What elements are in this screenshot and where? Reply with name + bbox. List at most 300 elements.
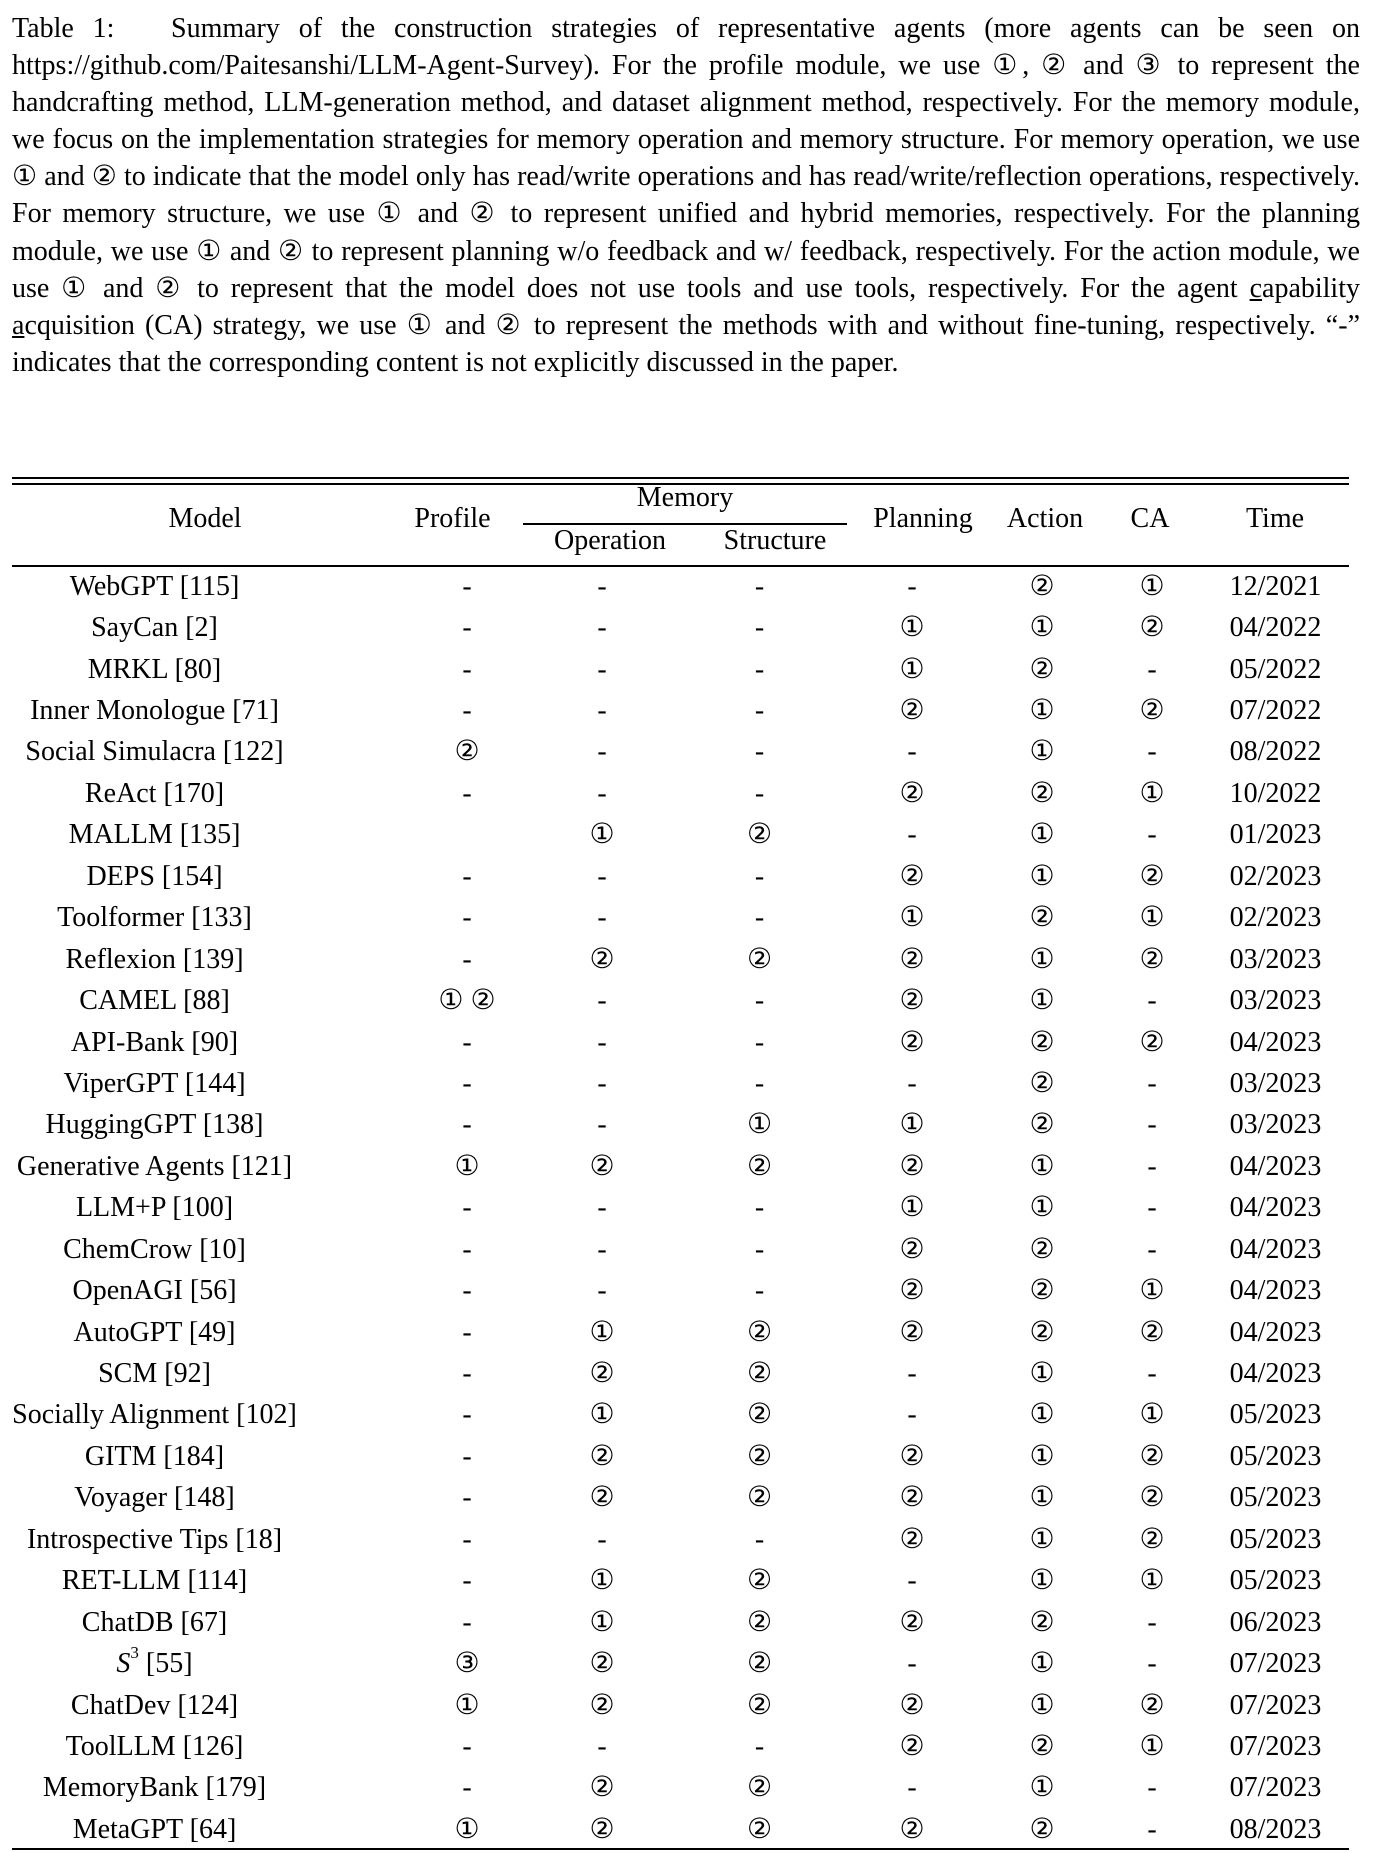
cell-ca: -	[1147, 1772, 1157, 1804]
cell-planning: ②	[899, 1026, 925, 1058]
cell-time: 12/2021	[1229, 570, 1322, 602]
cell-ca: ②	[1139, 695, 1165, 727]
cell-model: Social Simulacra [122]	[25, 736, 284, 768]
cell-action: ①	[1029, 1192, 1055, 1224]
cell-structure: -	[754, 1233, 765, 1265]
cell-ca: ①	[1139, 1275, 1165, 1307]
cell-ca: ②	[1139, 1482, 1165, 1514]
cell-profile: -	[462, 1026, 472, 1058]
cell-action: ②	[1029, 1109, 1055, 1141]
table-row	[12, 1146, 1349, 1187]
cell-ca: ②	[1139, 612, 1165, 644]
cell-ca: -	[1147, 1109, 1157, 1141]
cell-structure: -	[754, 653, 765, 685]
cell-ca: ②	[1139, 1026, 1165, 1058]
cell-action: ①	[1029, 1482, 1055, 1514]
model-name-ref: [55]	[138, 1648, 193, 1680]
cell-ca: -	[1147, 653, 1157, 685]
cell-structure: ②	[746, 943, 773, 975]
cell-operation: ②	[589, 1689, 615, 1721]
table-row	[12, 649, 1349, 690]
table-row	[12, 1436, 1349, 1477]
cell-model: ViperGPT [144]	[63, 1067, 246, 1099]
cell-time: 07/2023	[1229, 1689, 1322, 1721]
cell-time: 03/2023	[1229, 985, 1322, 1017]
cell-time: 04/2022	[1229, 612, 1322, 644]
cell-action: ①	[1029, 860, 1055, 892]
cell-profile: ① ②	[438, 985, 496, 1017]
table-row	[12, 939, 1349, 980]
cell-operation: -	[597, 1192, 607, 1224]
cell-ca: -	[1147, 1358, 1157, 1390]
cell-profile: -	[462, 1109, 472, 1141]
cell-time: 05/2023	[1229, 1565, 1322, 1597]
cell-planning: ②	[899, 1275, 925, 1307]
cell-planning: ②	[899, 1606, 925, 1638]
table-row	[12, 732, 1349, 773]
cell-profile	[407, 815, 527, 856]
cell-time: 08/2022	[1229, 736, 1322, 768]
table-caption	[12, 10, 1368, 381]
cell-profile: ①	[454, 1813, 480, 1845]
cell-model: SayCan [2]	[91, 612, 218, 644]
cell-ca: -	[1147, 819, 1157, 851]
header-memory: Memory	[636, 482, 734, 513]
cell-action: ②	[1029, 1316, 1055, 1348]
cell-time: 07/2022	[1229, 695, 1322, 727]
cell-structure: -	[754, 902, 765, 934]
cell-structure: -	[754, 1067, 765, 1099]
cell-time: 07/2023	[1229, 1730, 1322, 1762]
cell-structure: -	[754, 1730, 765, 1762]
cell-action: ①	[1029, 1399, 1055, 1431]
table-row	[12, 856, 1349, 897]
header-model: Model	[168, 503, 242, 534]
cell-action: ②	[1029, 1067, 1055, 1099]
table-row	[12, 1519, 1349, 1560]
cell-model: DEPS [154]	[86, 860, 223, 892]
cell-action: ①	[1029, 1772, 1055, 1804]
cell-action: ①	[1029, 1565, 1055, 1597]
cell-model: ChemCrow [10]	[63, 1233, 246, 1265]
cell-time: 05/2023	[1229, 1399, 1322, 1431]
cell-operation: -	[597, 1233, 607, 1265]
cell-planning: -	[907, 1399, 917, 1431]
cell-profile: -	[462, 1192, 472, 1224]
cell-planning: -	[907, 570, 917, 602]
cell-ca: -	[1147, 985, 1157, 1017]
cell-ca: ②	[1139, 1689, 1165, 1721]
cell-operation: -	[597, 612, 607, 644]
cell-structure: ②	[746, 1565, 773, 1597]
cell-operation: ②	[589, 1440, 615, 1472]
cell-ca: ①	[1139, 777, 1165, 809]
table-row	[12, 1602, 1349, 1643]
cell-action: ①	[1029, 1689, 1055, 1721]
cell-action: ②	[1029, 1730, 1055, 1762]
cell-profile: -	[462, 1316, 472, 1348]
cell-model: Generative Agents [121]	[16, 1150, 293, 1182]
cell-time: 05/2022	[1229, 653, 1322, 685]
cell-operation: ②	[589, 943, 615, 975]
table-row	[12, 1726, 1349, 1767]
header-planning: Planning	[873, 503, 973, 534]
cell-action: ②	[1029, 777, 1055, 809]
table-row	[12, 566, 1349, 607]
cell-operation: ②	[589, 1648, 615, 1680]
table-row	[12, 1561, 1349, 1602]
cell-profile: -	[462, 1772, 472, 1804]
cell-planning: ②	[899, 860, 925, 892]
cell-planning: ②	[899, 943, 925, 975]
cell-structure: ②	[746, 1772, 773, 1804]
caption-underline-a: a	[12, 309, 25, 341]
cell-profile: -	[462, 570, 472, 602]
cell-action: ①	[1029, 1523, 1055, 1555]
cell-action: ②	[1029, 1275, 1055, 1307]
header-structure: Structure	[723, 525, 827, 556]
table-row	[12, 1270, 1349, 1311]
cell-ca: ①	[1139, 1730, 1165, 1762]
cell-planning: -	[907, 819, 917, 851]
cell-planning: ①	[899, 612, 925, 644]
cell-operation: ②	[589, 1482, 615, 1514]
cell-ca: -	[1147, 1192, 1157, 1224]
cell-ca: -	[1147, 1606, 1157, 1638]
cell-planning: ②	[899, 1730, 925, 1762]
table-row	[12, 1229, 1349, 1270]
cell-operation: ②	[589, 1772, 615, 1804]
cell-planning: -	[907, 1772, 917, 1804]
cell-ca: -	[1147, 736, 1157, 768]
cell-model: RET-LLM [114]	[61, 1565, 248, 1597]
table-row	[12, 1312, 1349, 1353]
cell-profile: -	[462, 943, 472, 975]
caption-label: Table 1:	[12, 13, 115, 44]
cell-profile: -	[462, 1482, 472, 1514]
cell-operation: -	[597, 1730, 607, 1762]
cell-profile: ①	[454, 1689, 480, 1721]
cell-profile: -	[462, 1399, 472, 1431]
cell-structure: ②	[746, 1813, 773, 1845]
cell-operation: ②	[589, 1358, 615, 1390]
header-action: Action	[1006, 503, 1084, 534]
cell-structure: ②	[746, 1440, 773, 1472]
cell-profile: -	[462, 1606, 472, 1638]
cell-planning: ②	[899, 777, 925, 809]
cell-action: ①	[1029, 612, 1055, 644]
cell-model: Voyager [148]	[74, 1482, 235, 1514]
cell-profile: -	[462, 1233, 472, 1265]
cell-action: ②	[1029, 1606, 1055, 1638]
table-row	[12, 980, 1349, 1021]
cell-structure: ②	[746, 1316, 773, 1348]
cell-operation: -	[597, 860, 607, 892]
cell-time: 04/2023	[1229, 1316, 1322, 1348]
cell-model: ToolLLM [126]	[65, 1730, 244, 1762]
cell-ca: ①	[1139, 1565, 1165, 1597]
cell-planning: ②	[899, 1689, 925, 1721]
cell-structure: ②	[746, 819, 773, 851]
cell-structure: -	[754, 1026, 765, 1058]
cell-structure: -	[754, 695, 765, 727]
table-row	[12, 1353, 1349, 1394]
cell-time: 04/2023	[1229, 1358, 1322, 1390]
cell-profile: -	[462, 1440, 472, 1472]
cell-action: ①	[1029, 695, 1055, 727]
cell-time: 05/2023	[1229, 1482, 1322, 1514]
cell-profile: -	[462, 653, 472, 685]
cell-time: 05/2023	[1229, 1440, 1322, 1472]
cell-action: ①	[1029, 1358, 1055, 1390]
cell-operation: -	[597, 1109, 607, 1141]
cell-operation: ①	[589, 1565, 615, 1597]
cell-model: Inner Monologue [71]	[30, 695, 279, 727]
cell-operation: -	[597, 695, 607, 727]
cell-action: ②	[1029, 1026, 1055, 1058]
table-row	[12, 690, 1349, 731]
cell-profile: -	[462, 1275, 472, 1307]
cell-structure: -	[754, 570, 765, 602]
cell-ca: ①	[1139, 570, 1165, 602]
cell-profile: -	[462, 1067, 472, 1099]
cell-operation: -	[597, 736, 607, 768]
cell-model: WebGPT [115]	[69, 570, 240, 602]
cell-operation: -	[597, 985, 607, 1017]
agents-table-body	[12, 566, 1349, 1851]
cell-planning: ①	[899, 1109, 925, 1141]
cell-time: 03/2023	[1229, 1067, 1322, 1099]
table-row	[12, 815, 1349, 856]
cell-profile: -	[462, 1730, 472, 1762]
cell-planning: ②	[899, 1813, 925, 1845]
cell-ca: -	[1147, 1813, 1157, 1845]
cell-model: Toolformer [133]	[57, 902, 252, 934]
cell-time: 04/2023	[1229, 1275, 1322, 1307]
cell-structure: -	[754, 777, 765, 809]
cell-profile: ①	[454, 1150, 480, 1182]
cell-operation: -	[597, 1026, 607, 1058]
caption-text-capability: apability	[1262, 272, 1367, 304]
cell-time: 03/2023	[1229, 1109, 1322, 1141]
cell-operation: -	[597, 902, 607, 934]
cell-structure: ①	[746, 1109, 773, 1141]
table-row	[12, 1643, 1349, 1684]
table-row	[12, 607, 1349, 648]
cell-time: 08/2023	[1229, 1813, 1322, 1845]
cell-action: ②	[1029, 1813, 1055, 1845]
cell-operation: -	[597, 1275, 607, 1307]
cell-profile: -	[462, 1565, 472, 1597]
cell-action: ①	[1029, 1648, 1055, 1680]
model-name-superscript: 3	[130, 1643, 139, 1663]
cell-planning: -	[907, 1358, 917, 1390]
cell-profile: -	[462, 777, 472, 809]
table-row	[12, 898, 1349, 939]
table-row	[12, 1063, 1349, 1104]
cell-action: ①	[1029, 736, 1055, 768]
table-row	[12, 1395, 1349, 1436]
table-row	[12, 773, 1349, 814]
cell-ca: ②	[1139, 860, 1165, 892]
cell-action: ①	[1029, 819, 1055, 851]
cell-operation: ①	[589, 1316, 615, 1348]
cell-structure: -	[754, 612, 765, 644]
cell-profile: ②	[454, 736, 480, 768]
cell-model: MetaGPT [64]	[72, 1813, 237, 1845]
cell-action: ②	[1029, 902, 1055, 934]
cell-model: CAMEL [88]	[79, 985, 230, 1017]
cell-time: 07/2023	[1229, 1772, 1322, 1804]
table-row	[12, 1022, 1349, 1063]
cell-time: 01/2023	[1229, 819, 1322, 851]
agents-table	[12, 566, 1349, 1851]
caption-text-end: cquisition (CA) strategy, we use ① and ② to represent the methods with and without fine-tuning, respectively. “-” indicates that the corresponding content is not explicitly discussed in the paper.	[12, 309, 1367, 378]
cell-profile: -	[462, 1523, 472, 1555]
cell-ca: -	[1147, 1067, 1157, 1099]
cell-planning: ②	[899, 1233, 925, 1265]
cell-ca: -	[1147, 1150, 1157, 1182]
cell-operation: -	[597, 1067, 607, 1099]
cell-structure: ②	[746, 1606, 773, 1638]
table-row	[12, 1809, 1349, 1850]
cell-planning: -	[907, 1067, 917, 1099]
cell-structure: ②	[746, 1399, 773, 1431]
cell-profile: -	[462, 860, 472, 892]
cell-ca: ②	[1139, 1440, 1165, 1472]
cell-profile: -	[462, 695, 472, 727]
model-name-base: S	[116, 1648, 131, 1680]
cell-operation: -	[597, 777, 607, 809]
caption-text: Summary of the construction strategies of representative agents (more agents can be seen on https://github.com/Paitesanshi/LLM-Agent-Survey). For the profile module, we use ①, ② and ③ to represent the handcrafting method, LLM-generation method, and dataset alignment method, respectively. For the memory module, we focus on the implementation strategies for memory operation and memory structure. For memory operation, we use ① and ② to indicate that the model only has read/write operations and has read/write/reflection operations, respectively. For memory structure, we use ① and ② to represent unified and hybrid memories, respectively. For the planning module, we use ① and ② to represent planning w/o feedback and w/ feedback, respectively. For the action module, we use ① and ② to represent that the model does not use tools and use tools, respectively. For the agent	[12, 13, 1368, 304]
cell-model: ChatDev [124]	[70, 1689, 239, 1721]
cell-operation: ②	[589, 1150, 615, 1182]
cell-time: 04/2023	[1229, 1192, 1322, 1224]
cell-action: ②	[1029, 653, 1055, 685]
cell-action: ②	[1029, 570, 1055, 602]
cell-structure: -	[754, 860, 765, 892]
cell-time: 07/2023	[1229, 1648, 1322, 1680]
cell-time: 02/2023	[1229, 902, 1322, 934]
cell-action: ①	[1029, 1440, 1055, 1472]
cell-time: 06/2023	[1229, 1606, 1322, 1638]
cell-planning: -	[907, 1565, 917, 1597]
cell-operation: -	[597, 1523, 607, 1555]
cell-structure: -	[754, 1192, 765, 1224]
cell-structure: -	[754, 1275, 765, 1307]
cell-planning: ②	[899, 1150, 925, 1182]
cell-action: ②	[1029, 1233, 1055, 1265]
cell-action: ①	[1029, 1150, 1055, 1182]
cell-ca: ①	[1139, 902, 1165, 934]
cell-profile: -	[462, 902, 472, 934]
cell-model: AutoGPT [49]	[73, 1316, 236, 1348]
cell-model: LLM+P [100]	[75, 1192, 234, 1224]
cell-time: 04/2023	[1229, 1233, 1322, 1265]
cell-ca: -	[1147, 1648, 1157, 1680]
table-top-rule-1	[12, 477, 1349, 479]
table-row	[12, 1685, 1349, 1726]
table-bottom-rule	[12, 1848, 1349, 1850]
cell-model: SCM [92]	[98, 1358, 211, 1390]
cell-time: 04/2023	[1229, 1150, 1322, 1182]
cell-ca: ②	[1139, 943, 1165, 975]
cell-planning: ②	[899, 985, 925, 1017]
cell-planning: ②	[899, 1482, 925, 1514]
cell-time: 02/2023	[1229, 860, 1322, 892]
cell-model: ChatDB [67]	[81, 1606, 228, 1638]
table-row	[12, 1105, 1349, 1146]
cell-operation: ①	[589, 819, 615, 851]
cell-operation: -	[597, 570, 607, 602]
cell-time: 03/2023	[1229, 943, 1322, 975]
cell-action: ①	[1029, 985, 1055, 1017]
cell-time: 05/2023	[1229, 1523, 1322, 1555]
table-row	[12, 1478, 1349, 1519]
cell-operation: ①	[589, 1606, 615, 1638]
cell-structure: -	[754, 1523, 765, 1555]
cell-planning: -	[907, 736, 917, 768]
cell-model: ReAct [170]	[84, 777, 225, 809]
cell-operation: ①	[589, 1399, 615, 1431]
cell-action: ①	[1029, 943, 1055, 975]
cell-ca: ②	[1139, 1316, 1165, 1348]
cell-planning: ②	[899, 1316, 925, 1348]
cell-time: 10/2022	[1229, 777, 1322, 809]
cell-model	[12, 1643, 407, 1684]
cell-model: Reflexion [139]	[65, 943, 244, 975]
cell-operation: -	[597, 653, 607, 685]
cell-profile: -	[462, 1358, 472, 1390]
cell-planning: ②	[899, 1523, 925, 1555]
cell-ca: -	[1147, 1233, 1157, 1265]
cell-structure: ②	[746, 1689, 773, 1721]
cell-structure: -	[754, 736, 765, 768]
cell-planning: ①	[899, 1192, 925, 1224]
cell-operation: ②	[589, 1813, 615, 1845]
header-time: Time	[1245, 503, 1305, 534]
cell-planning: ①	[899, 653, 925, 685]
cell-model: HuggingGPT [138]	[45, 1109, 264, 1141]
cell-planning: ②	[899, 695, 925, 727]
cell-model: GITM [184]	[84, 1440, 225, 1472]
cell-profile: -	[462, 612, 472, 644]
cell-model: OpenAGI [56]	[72, 1275, 237, 1307]
cell-structure: ②	[746, 1150, 773, 1182]
cell-ca: ②	[1139, 1523, 1165, 1555]
cell-model: MemoryBank [179]	[42, 1772, 267, 1804]
cell-model: Introspective Tips [18]	[26, 1523, 283, 1555]
cell-time: 04/2023	[1229, 1026, 1322, 1058]
header-profile: Profile	[414, 503, 491, 534]
cell-planning: ①	[899, 902, 925, 934]
cell-profile: ③	[454, 1648, 480, 1680]
cell-ca: ①	[1139, 1399, 1165, 1431]
cell-structure: ②	[746, 1358, 773, 1390]
cell-model: Socially Alignment [102]	[12, 1399, 297, 1431]
cell-structure: -	[754, 985, 765, 1017]
table-row	[12, 1188, 1349, 1229]
cell-model: API-Bank [90]	[70, 1026, 239, 1058]
header-ca: CA	[1130, 503, 1170, 534]
table-row	[12, 1768, 1349, 1809]
cell-planning: ②	[899, 1440, 925, 1472]
header-operation: Operation	[554, 525, 666, 556]
cell-structure: ②	[746, 1482, 773, 1514]
caption-underline-c: c	[1249, 272, 1263, 304]
cell-structure: ②	[746, 1648, 773, 1680]
cell-model: MRKL [80]	[87, 653, 222, 685]
